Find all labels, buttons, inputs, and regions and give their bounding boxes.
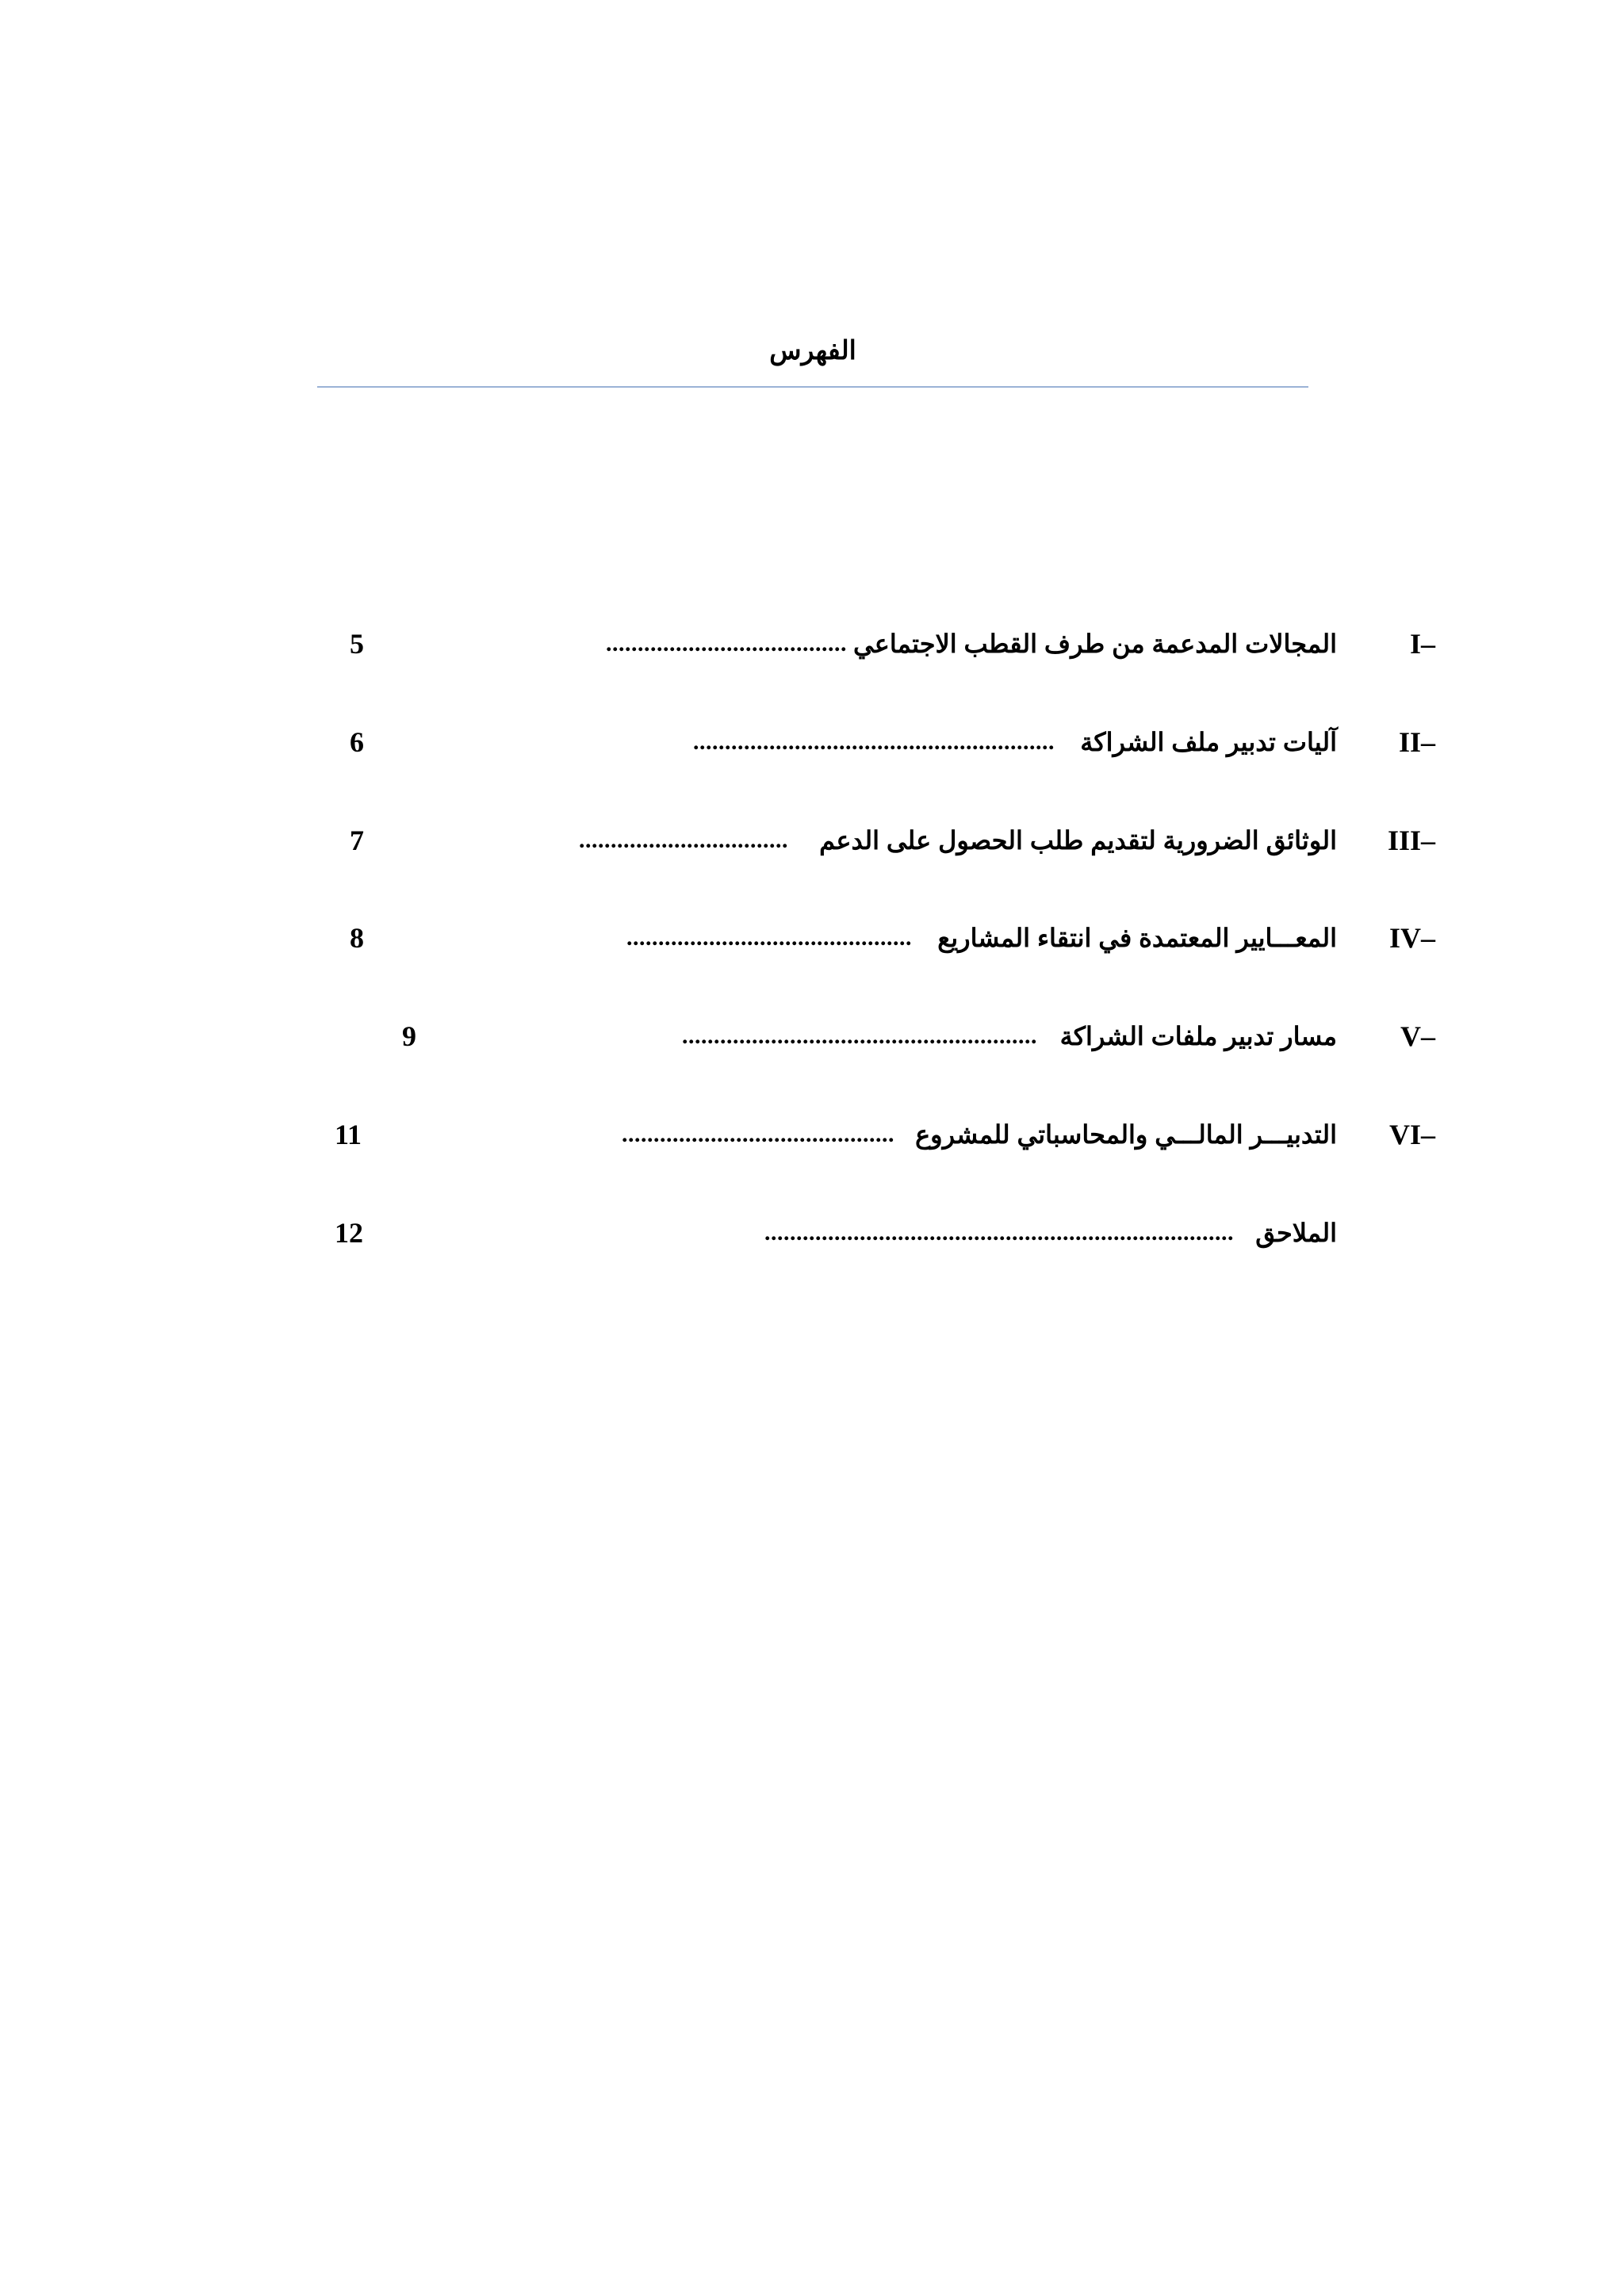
toc-entry-title: مسار تدبير ملفات الشراكة — [1059, 1022, 1337, 1050]
toc-entry[interactable] — [0, 1012, 1624, 1060]
toc-entry-title: آليات تدبير ملف الشراكة — [1080, 728, 1337, 756]
toc-entry-numeral: IV– — [1388, 922, 1435, 954]
toc-entry-numeral: VI– — [1388, 1119, 1435, 1150]
toc-entry-page: 6 — [350, 726, 364, 758]
toc-entry-page: 9 — [402, 1020, 416, 1052]
toc-entry[interactable] — [0, 620, 1624, 668]
toc-entry[interactable] — [0, 914, 1624, 962]
toc-entry-numeral: I– — [1409, 628, 1435, 660]
toc-entry-numeral: II– — [1398, 726, 1435, 758]
toc-entry[interactable] — [0, 1111, 1624, 1158]
toc-entry-page: 5 — [350, 628, 364, 660]
toc-entry-leader: ............................................. — [626, 924, 912, 951]
toc-entry-page: 8 — [350, 922, 364, 954]
toc-entry-title: المعـــايير المعتمدة في انتقاء المشاريع — [937, 924, 1337, 952]
toc-entry-leader: .......................................................................... — [764, 1219, 1234, 1246]
toc-entry-page: 7 — [350, 825, 364, 856]
toc-entry-title: الملاحق — [1255, 1219, 1337, 1247]
toc-entry-leader: ................................. — [579, 827, 788, 853]
toc-entry-title: الوثائق الضرورية لتقديم طلب الحصول على الدعم — [819, 826, 1337, 855]
page-title: الفهرس — [769, 335, 856, 365]
toc-entry-page: 11 — [335, 1119, 362, 1150]
toc-entry[interactable] — [0, 718, 1624, 766]
toc-entry-title: التدبيـــر المالـــي والمحاسباتي للمشروع — [915, 1120, 1337, 1149]
toc-entry[interactable] — [0, 817, 1624, 864]
toc-entry-title: المجالات المدعمة من طرف القطب الاجتماعي — [853, 629, 1337, 658]
toc-entry-page: 12 — [335, 1217, 363, 1249]
toc-entry-leader: ........................................................ — [682, 1023, 1037, 1049]
toc-entry-numeral: V– — [1400, 1020, 1435, 1052]
toc-entry-leader: ......................................................... — [693, 729, 1055, 755]
toc-entry-numeral: III– — [1387, 825, 1435, 856]
toc-entry-leader: ...................................... — [606, 630, 847, 656]
toc-entry[interactable] — [0, 1209, 1624, 1257]
toc-entry-leader: ........................................... — [622, 1121, 894, 1147]
